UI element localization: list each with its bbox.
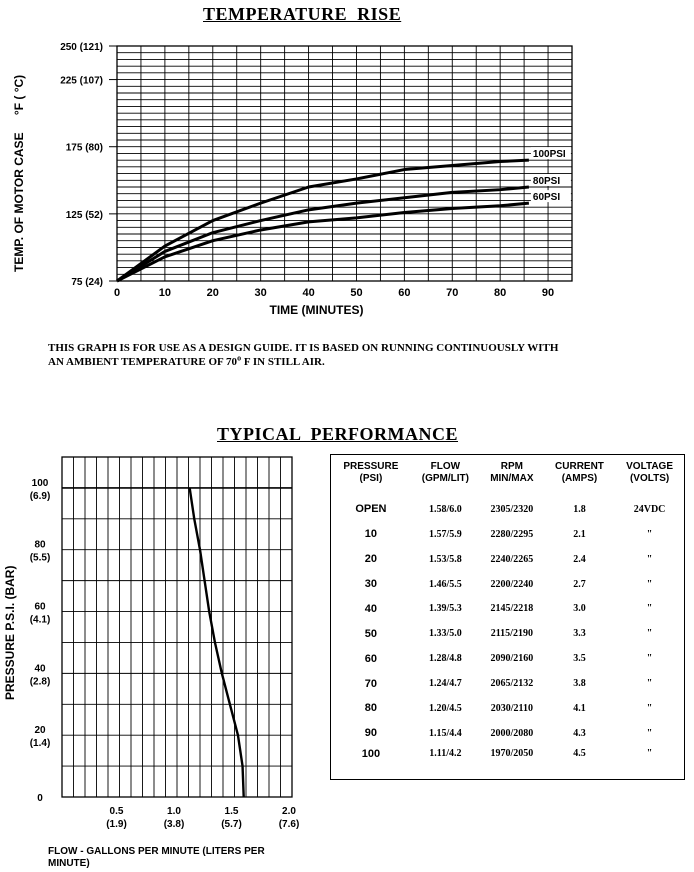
table-cell: " — [646, 553, 653, 565]
table-row — [331, 597, 685, 622]
table-row — [331, 746, 685, 780]
table-cell: 2200/2240 — [490, 578, 534, 590]
table-row — [331, 497, 685, 522]
perf-x-tick-label: 1.5 — [224, 806, 239, 817]
table-cell: " — [646, 628, 653, 640]
perf-y-tick-sublabel: (6.9) — [29, 490, 51, 502]
temp-x-axis-label: TIME (MINUTES) — [269, 303, 364, 317]
perf-x-tick-sublabel: (1.9) — [106, 819, 127, 830]
table-cell: 2.1 — [573, 528, 586, 540]
table-header-cell — [615, 455, 684, 498]
table-header-cell — [411, 455, 480, 498]
table-cell: 2.7 — [573, 578, 586, 590]
table-cell: 90 — [364, 727, 378, 740]
table-cell: 1.46/5.5 — [428, 578, 462, 590]
table-cell: " — [646, 653, 653, 665]
table-cell: 3.5 — [573, 653, 586, 665]
header-top: CURRENT — [555, 461, 604, 472]
table-cell: 4.1 — [573, 702, 586, 714]
temp-x-tick-label: 0 — [113, 287, 121, 299]
temp-x-tick-label: 60 — [398, 287, 411, 299]
table-cell: 1.8 — [573, 503, 586, 515]
table-cell: 1.11/4.2 — [429, 747, 462, 759]
header-bottom: (GPM/LIT) — [421, 473, 469, 484]
perf-x-tick-sublabel: (7.6) — [278, 819, 300, 830]
table-cell: 2115/2190 — [490, 628, 533, 640]
perf-y-tick-sublabel: (2.8) — [29, 676, 51, 688]
table-cell: 1.58/6.0 — [428, 503, 462, 515]
table-cell: " — [646, 747, 653, 759]
table-cell: 1.33/5.0 — [428, 628, 462, 640]
temp-x-tick-label: 90 — [541, 287, 555, 299]
table-cell: 40 — [364, 602, 378, 615]
perf-x-axis-label: FLOW - GALLONS PER MINUTE (LITERS PER MINUTE) — [48, 846, 265, 869]
temp-y-axis-label-unit: °F ( °C) — [12, 74, 26, 116]
header-top: FLOW — [430, 461, 461, 472]
perf-y-axis-label: PRESSURE P.S.I. (BAR) — [3, 565, 17, 700]
table-cell: 2090/2160 — [490, 653, 534, 665]
perf-x-tick-label: 2.0 — [282, 806, 296, 817]
table-cell: " — [646, 678, 653, 690]
header-top: RPM — [500, 461, 523, 472]
note-line-2b: F IN STILL AIR. — [241, 356, 325, 368]
perf-y-tick-label: 80 — [34, 539, 46, 551]
temp-x-tick-label: 50 — [350, 287, 363, 299]
temp-y-tick-label: 250 (121) — [60, 42, 103, 53]
header-bottom: MIN/MAX — [490, 473, 534, 484]
header-bottom: (AMPS) — [561, 473, 598, 484]
table-cell: 1.20/4.5 — [428, 702, 462, 714]
table-cell: 4.5 — [573, 747, 586, 759]
table-cell: 1.39/5.3 — [428, 603, 462, 615]
header-bottom: (VOLTS) — [629, 473, 670, 484]
perf-y-tick-sublabel: (5.5) — [29, 552, 51, 564]
perf-y-tick-sublabel: (4.1) — [29, 614, 51, 626]
table-cell: " — [646, 528, 653, 540]
note-line-2a: AN AMBIENT TEMPERATURE OF 70 — [48, 356, 238, 368]
table-header-cell — [544, 455, 615, 498]
perf-y-tick-label: 60 — [34, 601, 46, 613]
temp-x-tick-label: 40 — [302, 287, 315, 299]
perf-x-tick-sublabel: (3.8) — [163, 819, 185, 830]
table-row — [331, 572, 685, 597]
table-cell: 50 — [364, 627, 378, 640]
temp-y-tick-label: 225 (107) — [60, 75, 103, 87]
table-cell: 3.8 — [573, 678, 586, 690]
table-cell: 80 — [364, 702, 378, 715]
perf-x-tick-sublabel: (5.7) — [221, 819, 242, 830]
table-cell: 1.24/4.7 — [428, 678, 462, 690]
table-cell: 70 — [364, 677, 378, 690]
performance-table — [330, 454, 685, 780]
table-row — [331, 721, 685, 746]
temp-x-tick-label: 70 — [446, 287, 459, 299]
table-cell: 2000/2080 — [490, 727, 534, 739]
table-cell: 24VDC — [633, 503, 666, 515]
table-row — [331, 646, 685, 671]
table-cell: 1.28/4.8 — [428, 653, 462, 665]
table-row — [331, 696, 685, 721]
table-cell: 2065/2132 — [490, 678, 534, 690]
temp-x-tick-label: 30 — [254, 287, 267, 299]
table-cell: 1.57/5.9 — [428, 528, 462, 540]
performance-chart — [0, 0, 330, 872]
table-cell: 10 — [364, 528, 378, 541]
table-cell: 2305/2320 — [490, 503, 534, 515]
table-cell: 60 — [364, 652, 378, 665]
table-cell: 3.0 — [573, 603, 586, 615]
temperature-rise-title: TEMPERATURE RISE — [203, 4, 402, 24]
table-cell: 1970/2050 — [490, 747, 534, 759]
temp-y-tick-label: 75 (24) — [71, 277, 103, 288]
table-cell: 2145/2218 — [490, 603, 534, 615]
table-body — [331, 497, 685, 780]
table-cell: 1.53/5.8 — [428, 553, 462, 565]
table-cell: " — [646, 702, 653, 714]
temp-y-axis-label-main: TEMP. OF MOTOR CASE — [12, 132, 26, 272]
table-row — [331, 621, 685, 646]
degree-mark: o — [237, 353, 242, 363]
table-cell: 2280/2295 — [490, 528, 534, 540]
typical-performance-title: TYPICAL PERFORMANCE — [217, 424, 459, 444]
temp-x-tick-label: 80 — [494, 287, 507, 299]
table-cell: 2240/2265 — [490, 553, 534, 565]
perf-x-tick-label: 1.0 — [167, 806, 181, 817]
series-label-80psi: 80PSI — [532, 176, 561, 187]
temp-y-tick-label: 125 (52) — [65, 209, 103, 221]
series-label-100psi: 100PSI — [532, 149, 566, 161]
perf-y-tick-label: 40 — [34, 663, 46, 675]
table-row — [331, 522, 685, 547]
header-top: PRESSURE — [343, 461, 399, 472]
table-row — [331, 547, 685, 572]
table-cell: 30 — [364, 578, 378, 591]
header-bottom: (PSI) — [359, 473, 383, 484]
table-header-row — [331, 455, 685, 498]
perf-x-tick-label: 0.5 — [109, 806, 124, 817]
table-cell: " — [646, 578, 653, 590]
table-cell: OPEN — [355, 503, 387, 516]
perf-y-tick-label: 20 — [34, 725, 46, 737]
perf-y-tick-sublabel: (1.4) — [29, 738, 51, 750]
note-line-1: THIS GRAPH IS FOR USE AS A DESIGN GUIDE. IT IS BASED ON RUNNING CONTINUOUSLY WITH — [48, 342, 559, 354]
perf-y-tick-label: 0 — [37, 793, 43, 804]
table-cell: 3.3 — [573, 628, 586, 640]
table-cell: 1.15/4.4 — [428, 727, 462, 739]
table-row — [331, 671, 685, 696]
table-cell: " — [646, 727, 653, 739]
table-header-cell — [331, 455, 411, 498]
table-cell: 2.4 — [573, 553, 586, 565]
temp-x-tick-label: 20 — [206, 287, 219, 299]
perf-y-tick-label: 100 — [31, 477, 49, 489]
table-header-cell — [480, 455, 544, 498]
temp-x-tick-label: 10 — [158, 287, 172, 299]
table-cell: 100 — [361, 747, 381, 760]
table-cell: 4.3 — [573, 727, 586, 739]
table-cell: " — [646, 603, 653, 615]
series-label-60psi: 60PSI — [532, 192, 561, 204]
table-cell: 2030/2110 — [490, 702, 533, 714]
table-cell: 20 — [364, 553, 378, 566]
header-top: VOLTAGE — [626, 461, 673, 472]
temp-y-tick-label: 175 (80) — [65, 142, 103, 154]
